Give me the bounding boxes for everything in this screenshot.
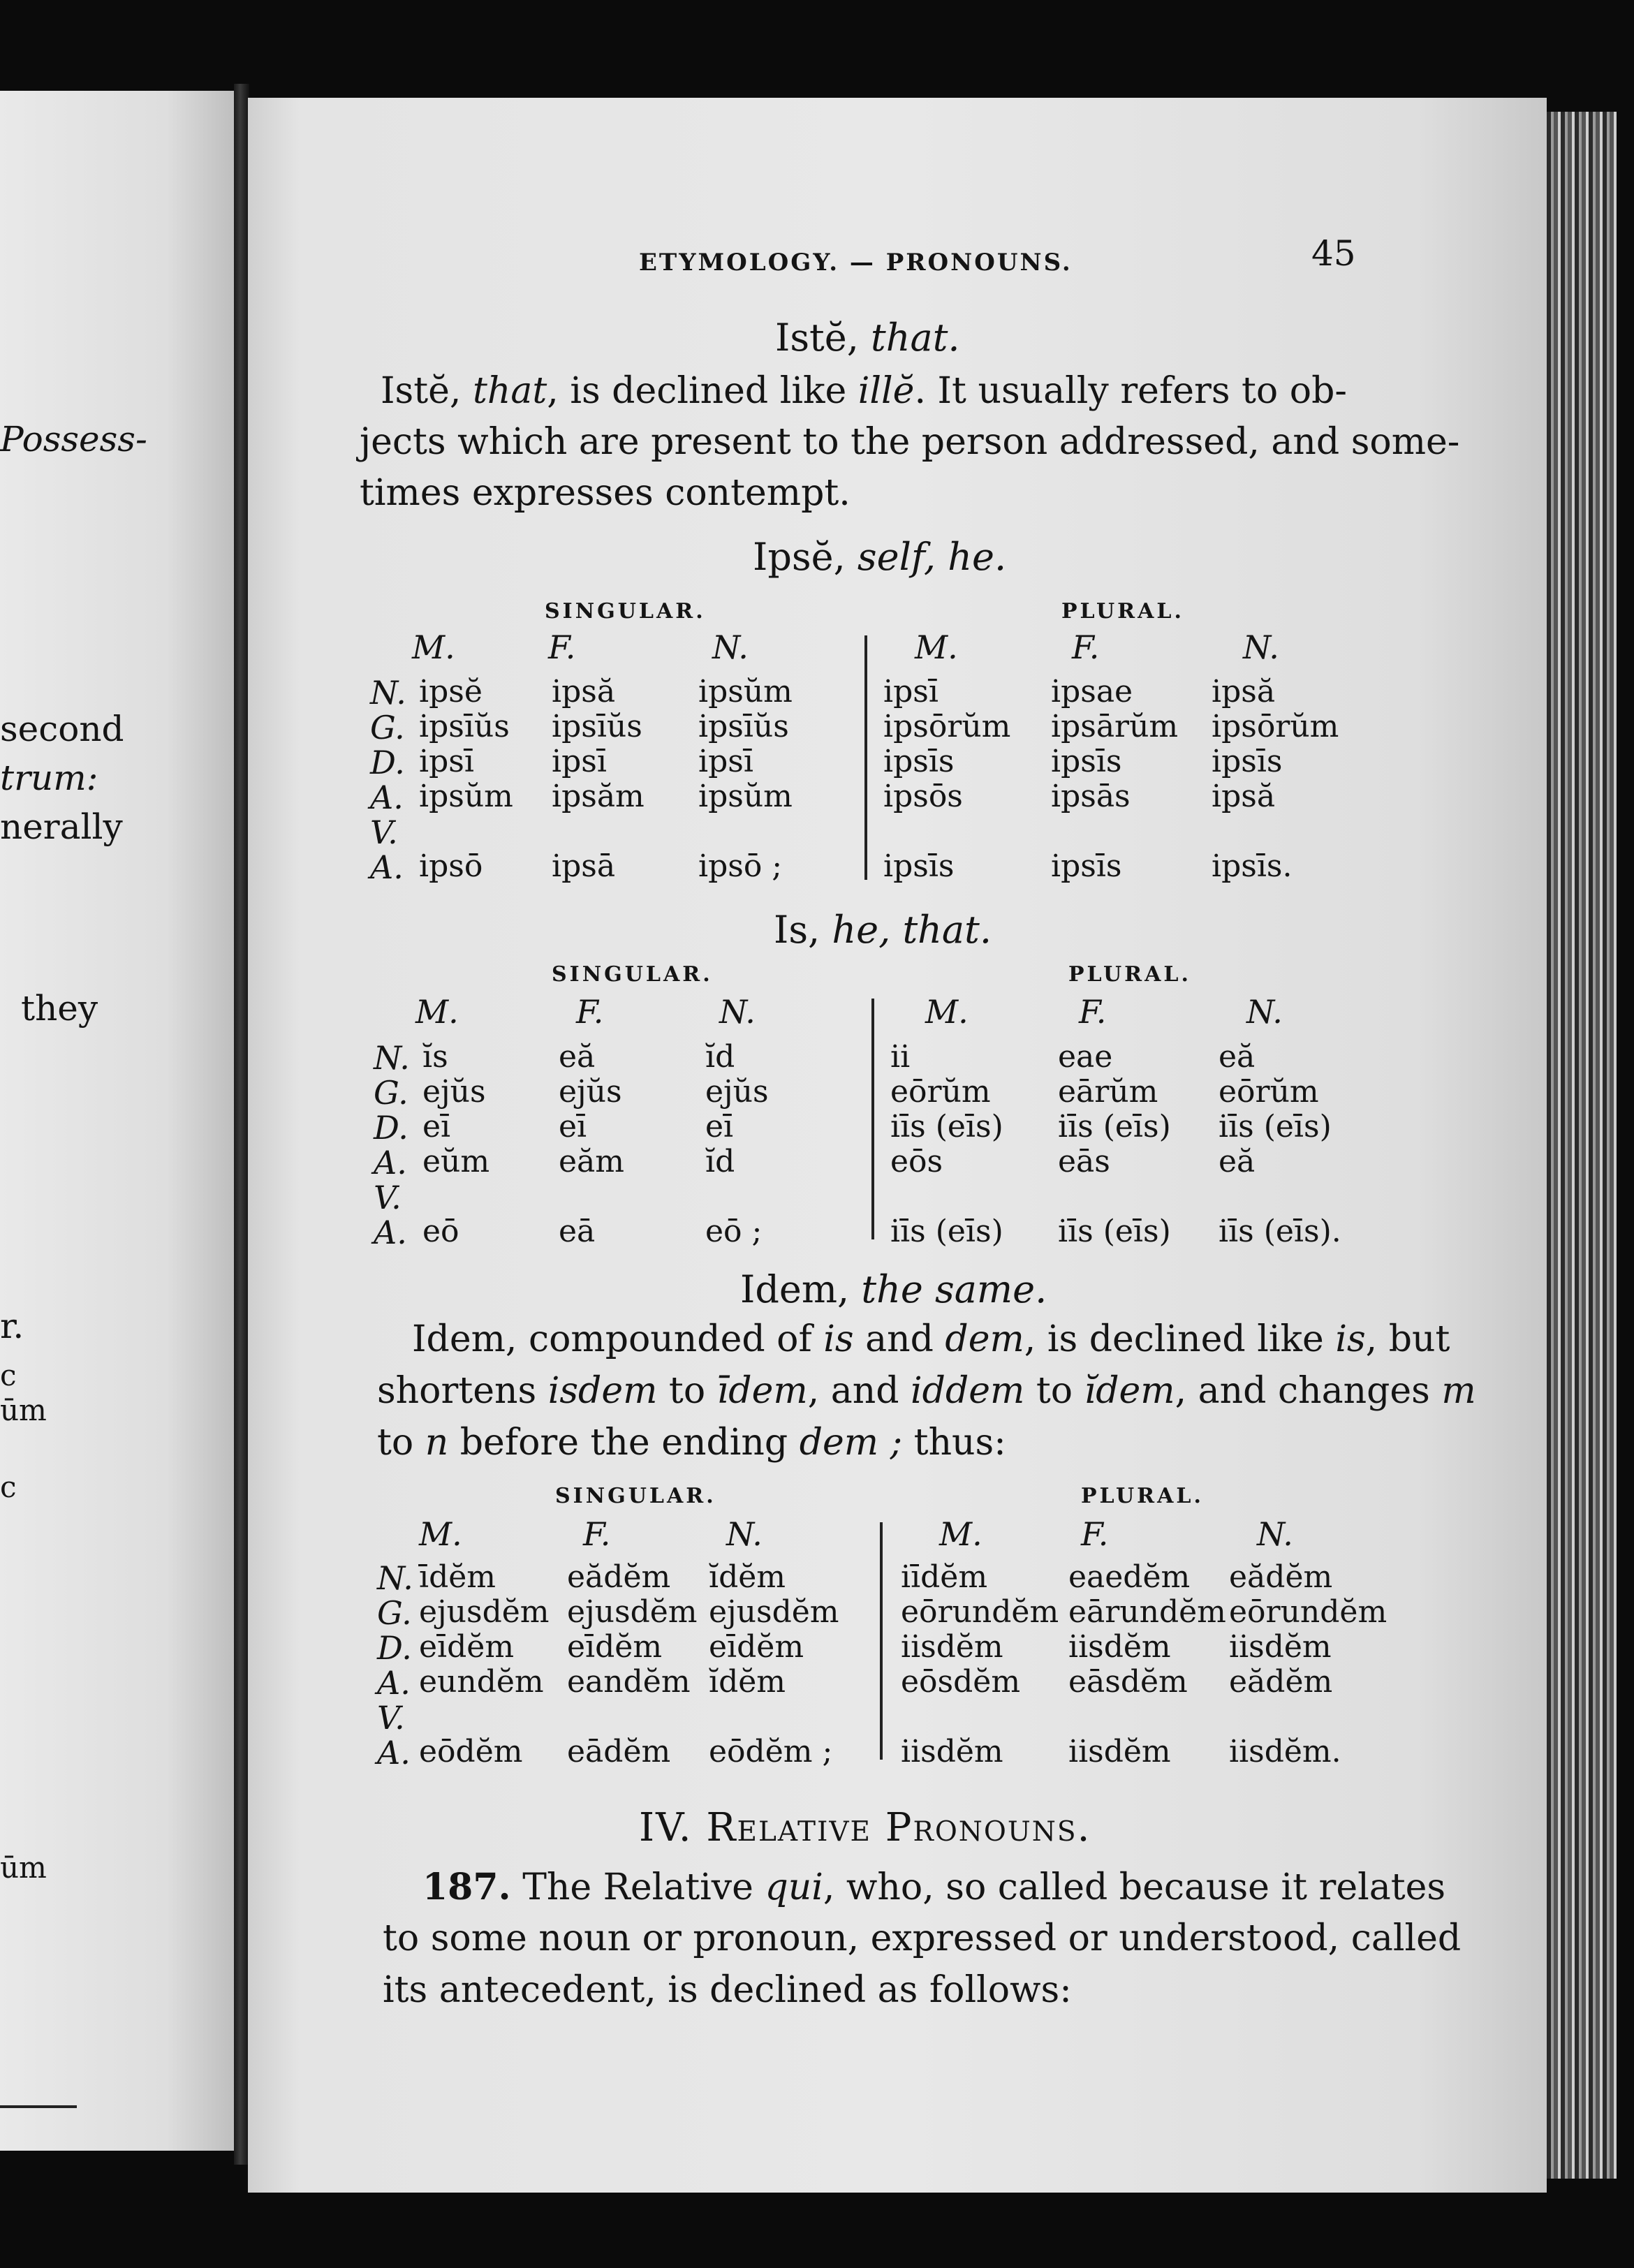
text-run: dem ; xyxy=(799,1422,903,1464)
table-cell: ipsīs xyxy=(1212,744,1283,779)
is-title xyxy=(774,908,992,952)
column-header: N. xyxy=(1243,628,1279,666)
table-cell: eōrundĕm xyxy=(1229,1594,1388,1630)
left-fragment: Possess- xyxy=(0,419,147,459)
table-cell: iīs (eīs). xyxy=(1219,1214,1341,1249)
column-header: F. xyxy=(1079,993,1107,1031)
text-run: to xyxy=(657,1370,717,1412)
table-cell: ipsīs xyxy=(1051,744,1122,779)
column-header: N. xyxy=(1257,1515,1293,1553)
table-cell: ipsō ; xyxy=(698,848,783,884)
column-header: F. xyxy=(1081,1515,1109,1553)
iste-title xyxy=(775,316,960,360)
text-run: , but xyxy=(1365,1318,1450,1360)
table-cell: eŭm xyxy=(422,1144,490,1179)
table-cell: eās xyxy=(1058,1144,1110,1179)
iste-line-1 xyxy=(381,370,1347,412)
case-label: G. xyxy=(377,1594,412,1632)
table-cell: eōrundĕm xyxy=(901,1594,1059,1630)
table-cell: iīs (eīs) xyxy=(890,1109,1003,1144)
table-cell: eundĕm xyxy=(419,1664,544,1700)
table-cell: eīdĕm xyxy=(419,1629,515,1665)
table-cell: ĭd xyxy=(705,1039,735,1075)
table-divider xyxy=(864,635,867,880)
table-cell: ipsŭm xyxy=(419,779,513,814)
column-header: N. xyxy=(719,993,756,1031)
table-cell: ipsĕ xyxy=(419,674,483,709)
case-label: A. xyxy=(370,848,404,886)
table-cell: ĭdĕm xyxy=(709,1559,786,1595)
text-run: to xyxy=(1024,1370,1084,1412)
left-fragment: second xyxy=(0,709,124,749)
column-header: N. xyxy=(712,628,749,666)
table-cell: eōsdĕm xyxy=(901,1664,1021,1700)
table-cell: eī xyxy=(422,1109,451,1144)
table-cell: eaedĕm xyxy=(1068,1559,1191,1595)
case-label: G. xyxy=(374,1074,408,1112)
plural-label: PLURAL. xyxy=(1081,1484,1204,1508)
title-word: Is, xyxy=(774,908,820,952)
table-cell: ipsŭm xyxy=(698,779,793,814)
table-cell: ipsī xyxy=(552,744,607,779)
table-cell: iisdĕm. xyxy=(1229,1734,1341,1769)
table-cell: eandĕm xyxy=(567,1664,691,1700)
table-cell: iīdĕm xyxy=(901,1559,988,1595)
case-label: G. xyxy=(370,709,405,746)
case-label: N. xyxy=(370,674,406,712)
text-run: . It usually refers to ob- xyxy=(914,370,1347,412)
case-label: V. xyxy=(374,1179,402,1216)
column-header: N. xyxy=(1246,993,1283,1031)
table-cell: ejŭs xyxy=(559,1074,622,1110)
table-cell: iisdĕm xyxy=(901,1629,1003,1665)
text-run: n xyxy=(425,1422,449,1464)
text-run: is xyxy=(823,1318,854,1360)
section-heading xyxy=(639,1805,1091,1850)
column-header: M. xyxy=(925,993,969,1031)
table-cell: eā xyxy=(559,1214,596,1249)
column-header: N. xyxy=(726,1515,763,1553)
table-cell: ipsī xyxy=(883,674,939,709)
table-cell: iīs (eīs) xyxy=(1058,1109,1171,1144)
table-cell: eădĕm xyxy=(567,1559,671,1595)
case-label: N. xyxy=(374,1039,410,1077)
table-cell: eōrŭm xyxy=(1219,1074,1319,1110)
table-divider xyxy=(880,1522,883,1760)
title-gloss: that. xyxy=(871,316,960,360)
table-cell: ipsīs xyxy=(1051,848,1122,884)
text-run: shortens xyxy=(377,1370,548,1412)
text-run: Idem, compounded of xyxy=(412,1318,824,1360)
left-fragment: they xyxy=(21,988,98,1029)
table-cell: ipsae xyxy=(1051,674,1133,709)
text-run: dem xyxy=(945,1318,1024,1360)
table-cell: ejusdĕm xyxy=(567,1594,698,1630)
case-label: A. xyxy=(374,1214,407,1251)
text-run: Istĕ, xyxy=(381,370,473,412)
page-number: 45 xyxy=(1311,233,1356,274)
left-fragment: c xyxy=(0,1358,17,1392)
singular-label: SINGULAR. xyxy=(545,599,706,624)
case-label: N. xyxy=(377,1559,413,1597)
table-cell: ipsŭm xyxy=(698,674,793,709)
text-run: qui xyxy=(765,1866,823,1908)
section-heading-text: IV. Relative Pronouns. xyxy=(639,1805,1091,1850)
plural-label: PLURAL. xyxy=(1061,599,1184,624)
table-cell: ipsă xyxy=(1212,779,1276,814)
table-cell: iisdĕm xyxy=(901,1734,1003,1769)
singular-label: SINGULAR. xyxy=(555,1484,716,1508)
table-cell: ipsās xyxy=(1051,779,1131,814)
title-gloss: the same. xyxy=(861,1267,1047,1311)
title-gloss: he, that. xyxy=(832,908,992,952)
left-facing-page xyxy=(0,91,237,2151)
table-cell: eăm xyxy=(559,1144,624,1179)
text-run: īdem xyxy=(716,1370,808,1412)
table-cell: ejŭs xyxy=(705,1074,769,1110)
title-word: Ipsĕ, xyxy=(753,535,846,579)
table-cell: iisdĕm xyxy=(1068,1734,1171,1769)
table-cell: ipsīŭs xyxy=(698,709,789,744)
title-word: Istĕ, xyxy=(775,316,859,360)
table-cell: eī xyxy=(705,1109,734,1144)
table-cell: ipsōs xyxy=(883,779,963,814)
table-cell: eōs xyxy=(890,1144,943,1179)
text-run: , and changes xyxy=(1175,1370,1442,1412)
para-187-line-3: its antecedent, is declined as follows: xyxy=(383,1969,1072,2011)
table-cell: ipsīs xyxy=(883,848,955,884)
table-cell: eō ; xyxy=(705,1214,763,1249)
table-cell: ipsīs. xyxy=(1212,848,1293,884)
table-cell: ipsă xyxy=(552,674,616,709)
table-cell: eōdĕm ; xyxy=(709,1734,833,1769)
table-cell: ii xyxy=(890,1039,911,1075)
case-label: V. xyxy=(377,1699,405,1737)
table-cell: ipsīŭs xyxy=(419,709,510,744)
plural-label: PLURAL. xyxy=(1068,962,1191,987)
column-header: F. xyxy=(1072,628,1100,666)
table-cell: eādĕm xyxy=(567,1734,671,1769)
idem-line-2 xyxy=(377,1370,1476,1412)
left-fragment: trum: xyxy=(0,758,98,798)
text-run: ĭdem xyxy=(1084,1370,1175,1412)
table-cell: ipsārŭm xyxy=(1051,709,1179,744)
table-cell: ipsōrŭm xyxy=(883,709,1011,744)
left-fragment: ūm xyxy=(0,1393,47,1427)
table-cell: eōdĕm xyxy=(419,1734,523,1769)
table-divider xyxy=(871,999,874,1239)
table-cell: ĭs xyxy=(422,1039,448,1075)
text-run: , is declined like xyxy=(547,370,858,412)
left-fragment: c xyxy=(0,1470,17,1504)
table-cell: eădĕm xyxy=(1229,1559,1333,1595)
table-cell: eārundĕm xyxy=(1068,1594,1226,1630)
case-label: A. xyxy=(370,779,404,816)
column-header: M. xyxy=(915,628,958,666)
table-cell: ipsā xyxy=(552,848,616,884)
case-label: V. xyxy=(370,813,398,851)
text-run: to xyxy=(377,1422,425,1464)
table-cell: ipsīŭs xyxy=(552,709,642,744)
case-label: A. xyxy=(377,1664,411,1702)
table-cell: eīdĕm xyxy=(567,1629,663,1665)
case-label: A. xyxy=(377,1734,411,1772)
table-cell: eae xyxy=(1058,1039,1113,1075)
table-cell: ejŭs xyxy=(422,1074,486,1110)
book-gutter xyxy=(234,84,249,2165)
running-header: ETYMOLOGY. — PRONOUNS. xyxy=(639,249,1073,277)
text-run: illĕ xyxy=(858,370,915,412)
table-cell: eōrŭm xyxy=(890,1074,991,1110)
column-header: F. xyxy=(583,1515,611,1553)
singular-label: SINGULAR. xyxy=(552,962,713,987)
text-run: , is declined like xyxy=(1024,1318,1336,1360)
table-cell: īdĕm xyxy=(419,1559,496,1595)
table-cell: ipsīs xyxy=(883,744,955,779)
text-run: The Relative xyxy=(522,1866,765,1908)
table-cell: eō xyxy=(422,1214,459,1249)
table-cell: eă xyxy=(1219,1039,1256,1075)
left-fragment: nerally xyxy=(0,807,123,847)
table-cell: ipsō xyxy=(419,848,483,884)
text-run: that xyxy=(472,370,547,412)
column-header: M. xyxy=(412,628,455,666)
table-cell: ĭd xyxy=(705,1144,735,1179)
table-cell: ipsōrŭm xyxy=(1212,709,1339,744)
text-run: isdem xyxy=(547,1370,658,1412)
title-word: Idem, xyxy=(740,1267,850,1311)
table-cell: iisdĕm xyxy=(1229,1629,1332,1665)
paragraph-number: 187. xyxy=(422,1866,511,1908)
para-187-line-1 xyxy=(422,1866,1445,1908)
column-header: F. xyxy=(548,628,576,666)
table-cell: ejusdĕm xyxy=(709,1594,839,1630)
text-run: is xyxy=(1335,1318,1366,1360)
case-label: A. xyxy=(374,1144,407,1181)
case-label: D. xyxy=(374,1109,408,1147)
text-run: before the ending xyxy=(448,1422,800,1464)
table-cell: eădĕm xyxy=(1229,1664,1333,1700)
para-187-line-2: to some noun or pronoun, expressed or understood, called xyxy=(383,1917,1462,1959)
table-cell: iīs (eīs) xyxy=(1219,1109,1332,1144)
idem-line-1 xyxy=(412,1318,1450,1360)
text-run: iddem xyxy=(911,1370,1025,1412)
table-cell: eīdĕm xyxy=(709,1629,804,1665)
iste-line-2: jects which are present to the person addressed, and some- xyxy=(360,421,1460,463)
table-cell: ipsăm xyxy=(552,779,645,814)
left-fragment: ūm xyxy=(0,1850,47,1885)
text-run: , who, so called because it relates xyxy=(823,1866,1446,1908)
ipse-title xyxy=(753,535,1006,579)
column-header: M. xyxy=(419,1515,462,1553)
table-cell: ipsī xyxy=(698,744,753,779)
table-cell: ipsī xyxy=(419,744,474,779)
text-run: m xyxy=(1441,1370,1476,1412)
table-cell: iīs (eīs) xyxy=(890,1214,1003,1249)
table-cell: eă xyxy=(559,1039,596,1075)
table-cell: eă xyxy=(1219,1144,1256,1179)
table-cell: iīs (eīs) xyxy=(1058,1214,1171,1249)
table-cell: ejusdĕm xyxy=(419,1594,550,1630)
title-gloss: self, he. xyxy=(857,535,1007,579)
page-edges xyxy=(1547,112,1617,2179)
left-fragment: r. xyxy=(0,1306,24,1346)
text-run: , and xyxy=(807,1370,911,1412)
text-run: thus: xyxy=(902,1422,1006,1464)
text-run: and xyxy=(853,1318,945,1360)
table-cell: eārŭm xyxy=(1058,1074,1158,1110)
table-cell: eāsdĕm xyxy=(1068,1664,1188,1700)
case-label: D. xyxy=(370,744,405,781)
table-cell: ĭdĕm xyxy=(709,1664,786,1700)
column-header: M. xyxy=(415,993,459,1031)
iste-line-3: times expresses contempt. xyxy=(360,472,851,514)
column-header: F. xyxy=(576,993,604,1031)
left-rule xyxy=(0,2105,77,2108)
column-header: M. xyxy=(939,1515,982,1553)
table-cell: iisdĕm xyxy=(1068,1629,1171,1665)
idem-title xyxy=(740,1267,1047,1311)
table-cell: eī xyxy=(559,1109,587,1144)
table-cell: ipsă xyxy=(1212,674,1276,709)
case-label: D. xyxy=(377,1629,412,1667)
idem-line-3 xyxy=(377,1422,1006,1464)
